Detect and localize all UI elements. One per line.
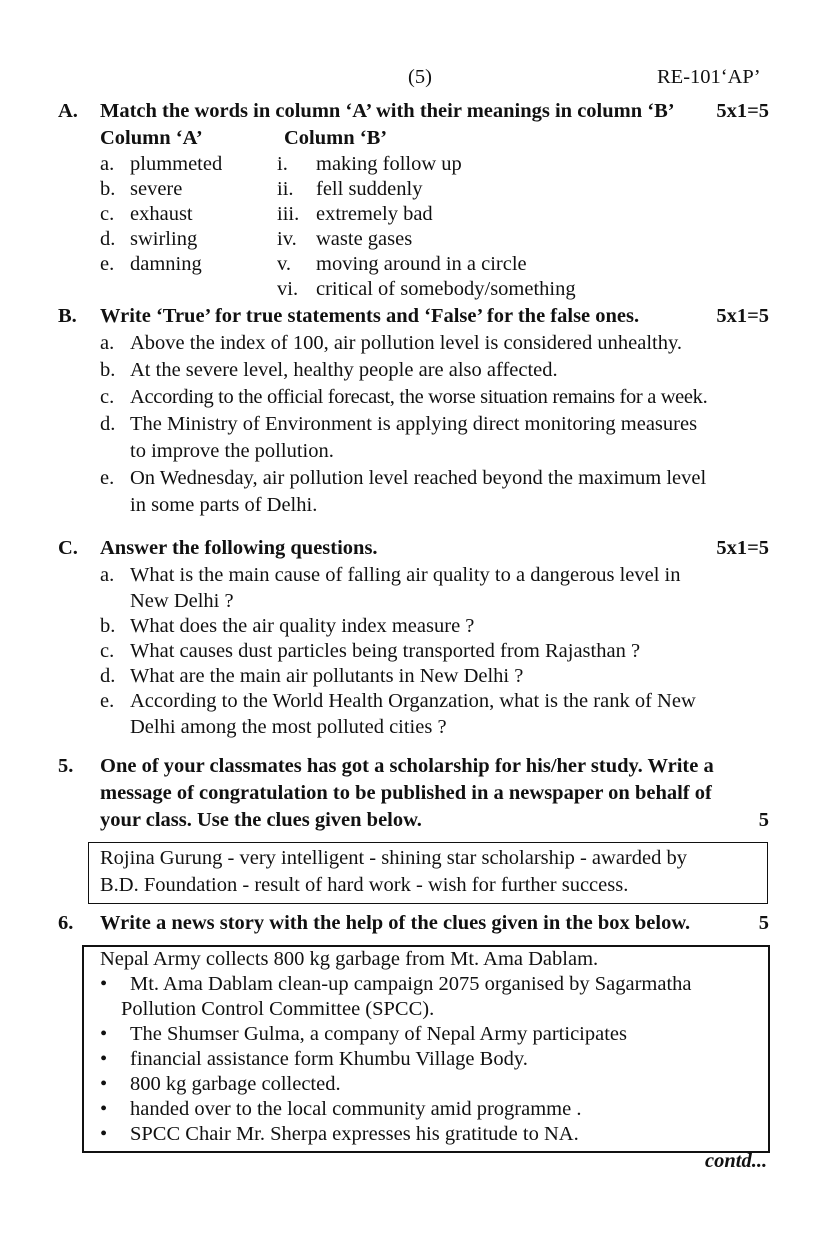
news-clue-item: Mt. Ama Dablam clean-up campaign 2075 organised by Sagarmatha xyxy=(130,973,692,995)
col-a-item-label: e. xyxy=(100,253,115,275)
bullet-icon: • xyxy=(100,1098,108,1120)
section-b-marks: 5x1=5 xyxy=(716,305,769,327)
col-a-item-label: a. xyxy=(100,153,115,175)
section-b-label: B. xyxy=(58,305,77,327)
col-a-item-text: swirling xyxy=(130,228,198,250)
news-headline: Nepal Army collects 800 kg garbage from Mt. Ama Dablam. xyxy=(100,948,599,970)
question-text: According to the World Health Organzation, what is the rank of New xyxy=(130,690,696,712)
question-text-cont: Delhi among the most polluted cities ? xyxy=(130,716,447,738)
statement-label: d. xyxy=(100,413,116,435)
exam-code: RE-101‘AP’ xyxy=(657,66,761,88)
col-b-item-label: ii. xyxy=(277,178,294,200)
bullet-icon: • xyxy=(100,1048,108,1070)
col-b-item-label: iii. xyxy=(277,203,300,225)
col-b-item-label: vi. xyxy=(277,278,299,300)
section-a-marks: 5x1=5 xyxy=(716,100,769,122)
col-a-item-text: damning xyxy=(130,253,202,275)
column-b-header: Column ‘B’ xyxy=(284,127,388,149)
question-6-marks: 5 xyxy=(758,912,769,934)
statement-text: According to the official forecast, the worse situation remains for a week. xyxy=(130,386,708,408)
col-a-item-text: severe xyxy=(130,178,183,200)
news-clue-item: 800 kg garbage collected. xyxy=(130,1073,341,1095)
col-b-item-label: i. xyxy=(277,153,288,175)
col-b-item-label: iv. xyxy=(277,228,297,250)
news-clue-item: financial assistance form Khumbu Village Body. xyxy=(130,1048,528,1070)
section-b-instruction: Write ‘True’ for true statements and ‘False’ for the false ones. xyxy=(100,305,640,327)
question-label: d. xyxy=(100,665,116,687)
bullet-icon: • xyxy=(100,973,108,995)
statement-text: At the severe level, healthy people are also affected. xyxy=(130,359,558,381)
col-b-item-label: v. xyxy=(277,253,292,275)
col-a-item-label: c. xyxy=(100,203,115,225)
question-label: c. xyxy=(100,640,115,662)
question-text: What are the main air pollutants in New Delhi ? xyxy=(130,665,524,687)
question-5-number: 5. xyxy=(58,755,74,777)
news-clue-item: handed over to the local community amid programme . xyxy=(130,1098,582,1120)
col-a-item-label: b. xyxy=(100,178,116,200)
bullet-icon: • xyxy=(100,1023,108,1045)
col-b-item-text: extremely bad xyxy=(316,203,433,225)
question-text: What does the air quality index measure ? xyxy=(130,615,475,637)
question-5-line: message of congratulation to be published in a newspaper on behalf of xyxy=(100,782,712,804)
question-label: a. xyxy=(100,564,115,586)
question-5-line: your class. Use the clues given below. xyxy=(100,809,422,831)
bullet-icon: • xyxy=(100,1123,108,1145)
column-a-header: Column ‘A’ xyxy=(100,127,203,149)
statement-label: b. xyxy=(100,359,116,381)
page-number: (5) xyxy=(408,66,432,88)
question-6-instruction: Write a news story with the help of the clues given in the box below. xyxy=(100,912,691,934)
section-a-instruction: Match the words in column ‘A’ with their meanings in column ‘B’ xyxy=(100,100,675,122)
question-5-marks: 5 xyxy=(758,809,769,831)
section-a-label: A. xyxy=(58,100,78,122)
clue-line: B.D. Foundation - result of hard work - wish for further success. xyxy=(100,874,629,896)
statement-label: c. xyxy=(100,386,115,408)
statement-label: a. xyxy=(100,332,115,354)
statement-text-cont: to improve the pollution. xyxy=(130,440,334,462)
section-c-marks: 5x1=5 xyxy=(716,537,769,559)
section-c-instruction: Answer the following questions. xyxy=(100,537,378,559)
col-b-item-text: making follow up xyxy=(316,153,462,175)
statement-text: Above the index of 100, air pollution level is considered unhealthy. xyxy=(130,332,683,354)
col-b-item-text: moving around in a circle xyxy=(316,253,527,275)
section-c-label: C. xyxy=(58,537,78,559)
question-6-number: 6. xyxy=(58,912,74,934)
news-clue-item-cont: Pollution Control Committee (SPCC). xyxy=(121,998,435,1020)
col-b-item-text: critical of somebody/something xyxy=(316,278,576,300)
statement-text: On Wednesday, air pollution level reached beyond the maximum level xyxy=(130,467,707,489)
question-text-cont: New Delhi ? xyxy=(130,590,234,612)
statement-label: e. xyxy=(100,467,115,489)
col-b-item-text: waste gases xyxy=(316,228,413,250)
col-a-item-label: d. xyxy=(100,228,116,250)
continued-note: contd... xyxy=(705,1150,768,1172)
question-text: What is the main cause of falling air quality to a dangerous level in xyxy=(130,564,681,586)
clue-line: Rojina Gurung - very intelligent - shining star scholarship - awarded by xyxy=(100,847,687,869)
question-text: What causes dust particles being transported from Rajasthan ? xyxy=(130,640,641,662)
question-label: e. xyxy=(100,690,115,712)
news-clue-item: SPCC Chair Mr. Sherpa expresses his gratitude to NA. xyxy=(130,1123,579,1145)
news-clue-item: The Shumser Gulma, a company of Nepal Army participates xyxy=(130,1023,627,1045)
bullet-icon: • xyxy=(100,1073,108,1095)
statement-text-cont: in some parts of Delhi. xyxy=(130,494,318,516)
col-b-item-text: fell suddenly xyxy=(316,178,423,200)
question-5-line: One of your classmates has got a scholarship for his/her study. Write a xyxy=(100,755,714,777)
statement-text: The Ministry of Environment is applying direct monitoring measures xyxy=(130,413,698,435)
col-a-item-text: exhaust xyxy=(130,203,193,225)
question-label: b. xyxy=(100,615,116,637)
col-a-item-text: plummeted xyxy=(130,153,223,175)
